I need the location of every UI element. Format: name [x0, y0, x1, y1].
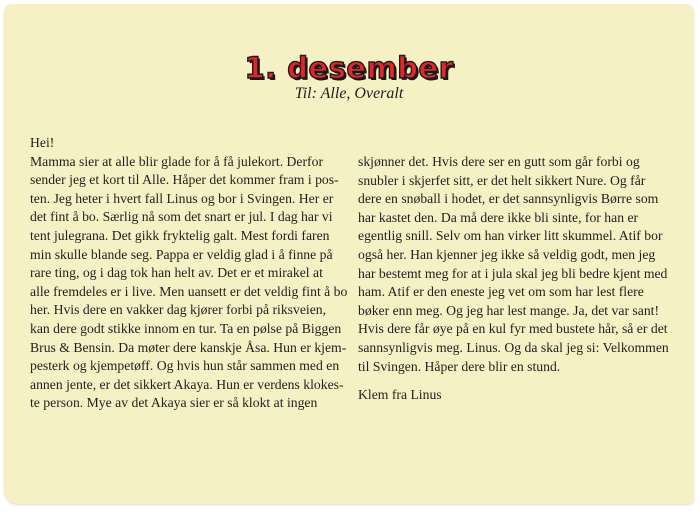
letter-line: ham. Atif er den eneste jeg vet om som har lest flere: [358, 284, 644, 300]
letter-line: har kastet den. Da må dere ikke bli sinte, for han er: [358, 209, 639, 225]
letter-line: te person. Mye av det Akaya sier er så klokt at ingen: [30, 395, 318, 411]
letter-line: annen jente, er det sikkert Akaya. Hun er verdens klokes-: [30, 376, 344, 392]
letter-line: Mamma sier at alle blir glade for å få julekort. Derfor: [30, 153, 324, 169]
letter-line: pesterk og kjempetøff. Og hvis hun står sammen med en: [30, 358, 340, 374]
letter-line: Hvis dere får øye på en kul fyr med bustete hår, så er det: [358, 321, 668, 337]
letter-line: rare ting, og i dag tok han helt av. Det er et mirakel at: [30, 265, 323, 281]
letter-line: skjønner det. Hvis dere ser en gutt som går forbi og: [358, 154, 640, 169]
letter-line: dere en snøball i hodet, er det sannsynligvis Børre som: [358, 191, 659, 207]
letter-column-right: [358, 153, 678, 405]
letter-line: egentlig snill. Selv om han virker litt skummel. Atif bor: [358, 228, 663, 244]
letter-line: sannsynligvis meg. Linus. Og da skal jeg si: Velkommen: [358, 339, 669, 355]
letter-line: til Svingen. Håper dere blir en stund.: [358, 358, 561, 374]
letter-line: tent julegrana. Det gikk fryktelig galt. Mest fordi faren: [30, 227, 330, 243]
letter-line: ten. Jeg heter i hvert fall Linus og bor i Svingen. Her er: [30, 190, 334, 206]
letter-signature: Klem fra Linus: [358, 387, 442, 403]
letter-line: det fint å bo. Særlig nå som det snart er jul. I dag har vi: [30, 209, 333, 225]
letter-line: bøker enn meg. Og jeg har lest mange. Ja, det var sant!: [358, 302, 660, 318]
letter-line: Hei!: [30, 135, 55, 150]
letter-line: kan dere godt stikke innom en tur. Ta en pølse på Biggen: [30, 320, 342, 336]
letter-line: sender jeg et kort til Alle. Håper det kommer fram i pos-: [30, 172, 339, 188]
letter-line: alle fremdeles er i live. Men uansett er det veldig fint å bo: [30, 283, 348, 299]
letter-line: her. Hvis dere en vakker dag kjører forbi på riksveien,: [30, 302, 327, 318]
letter-line: har bestemt meg for at i jula skal jeg bli bedre kjent med: [358, 265, 668, 281]
letter-line: min skulle blande seg. Pappa er veldig glad i å finne på: [30, 246, 333, 262]
letter-column-left: [30, 134, 350, 413]
recipient-line: Til: Alle, Overalt: [294, 85, 404, 102]
paragraph-gap: [358, 376, 678, 386]
letter-line: også her. Han kjenner jeg ikke så veldig godt, men jeg: [358, 246, 656, 262]
letter-line: snubler i skjerfet sitt, er det helt sikkert Nure. Og får: [358, 172, 646, 188]
page-title: 1. desember: [244, 51, 454, 85]
christmas-card-page: [4, 4, 694, 504]
letter-line: Brus & Bensin. Da møter dere kanskje Åsa. Hun er kjem-: [30, 339, 347, 355]
